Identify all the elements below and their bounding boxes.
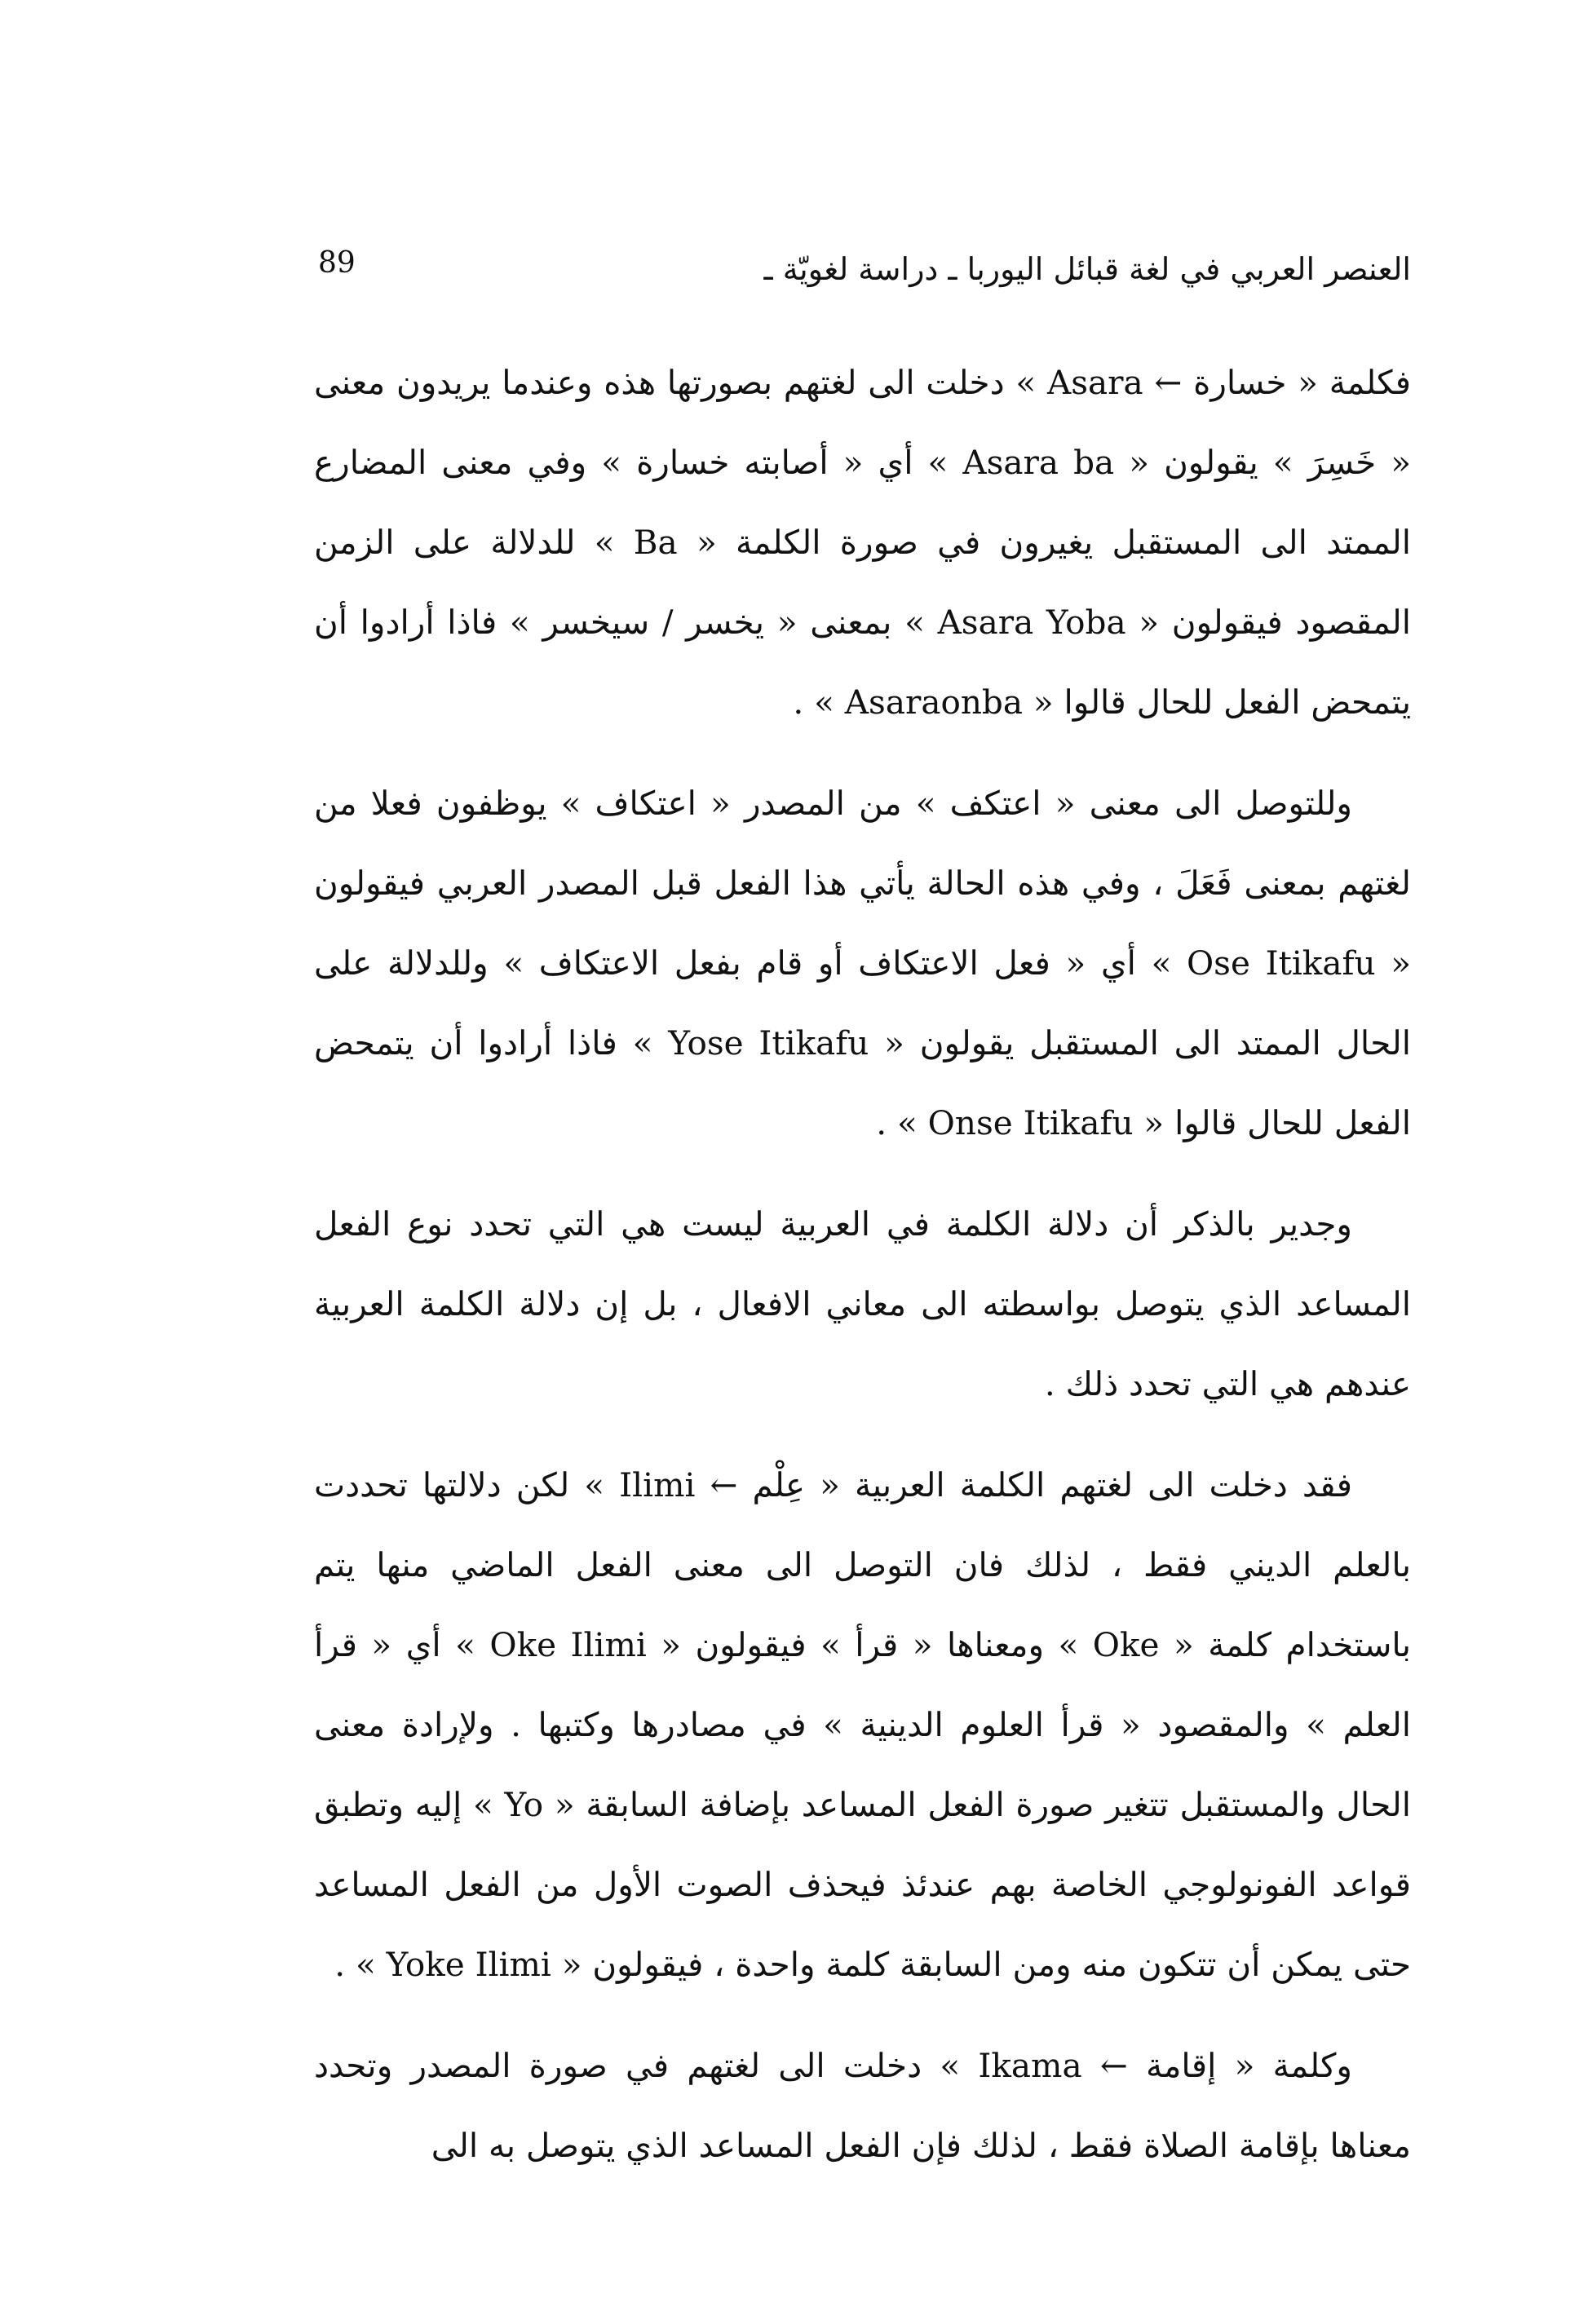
paragraph-4: فقد دخلت الى لغتهم الكلمة العربية « عِلْم ← Ilimi » لكن دلالتها تحددت بالعلم الديني فقط ، لذلك فان التوصل الى معنى الفعل الماضي منها يتم باستخدام كلمة « Oke » ومعناها « قرأ » فيقولون « Oke Ilimi » أي « قرأ العلم » والمقصود « قرأ العلوم الدينية » في مصادرها وكتبها . ولإرادة معنى الحال والمستقبل تتغير صورة الفعل المساعد بإضافة السابقة « Yo » إليه وتطبق قواعد الفونولوجي الخاصة بهم عندئذ فيحذف الصوت الأول من الفعل المساعد حتى يمكن أن تتكون منه ومن السابقة كلمة واحدة ، فيقولون « Yoke Ilimi » . (314, 1465, 1411, 1984)
body-text (314, 342, 1411, 2207)
running-title: العنصر العربي في لغة قبائل اليوربا ـ دراسة لغويّة ـ (763, 251, 1411, 287)
page-header (318, 236, 1411, 302)
paragraph-3: وجدير بالذكر أن دلالة الكلمة في العربية ليست هي التي تحدد نوع الفعل المساعد الذي يتوصل بواسطته الى معاني الافعال ، بل إن دلالة الكلمة العربية عندهم هي التي تحدد ذلك . (314, 1204, 1411, 1403)
paragraph-1: فكلمة « خسارة ← Asara » دخلت الى لغتهم بصورتها هذه وعندما يريدون معنى « خَسِرَ » يقولون « Asara ba » أي « أصابته خسارة » وفي معنى المضارع الممتد الى المستقبل يغيرون في صورة الكلمة « Ba » للدلالة على الزمن المقصود فيقولون « Asara Yoba » بمعنى « يخسر / سيخسر » فاذا أرادوا أن يتمحض الفعل للحال قالوا « Asaraonba » . (314, 363, 1412, 722)
paragraph-2: وللتوصل الى معنى « اعتكف » من المصدر « اعتكاف » يوظفون فعلا من لغتهم بمعنى فَعَلَ ، وفي هذه الحالة يأتي هذا الفعل قبل المصدر العربي فيقولون « Ose Itikafu » أي « فعل الاعتكاف أو قام بفعل الاعتكاف » وللدلالة على الحال الممتد الى المستقبل يقولون « Yose Itikafu » فاذا أرادوا أن يتمحض الفعل للحال قالوا « Onse Itikafu » . (314, 784, 1411, 1142)
page-number: 89 (318, 246, 356, 280)
paragraph-5: وكلمة « إقامة ← Ikama » دخلت الى لغتهم في صورة المصدر وتحدد معناها بإقامة الصلاة فقط ، لذلك فإن الفعل المساعد الذي يتوصل به الى (314, 2046, 1411, 2165)
